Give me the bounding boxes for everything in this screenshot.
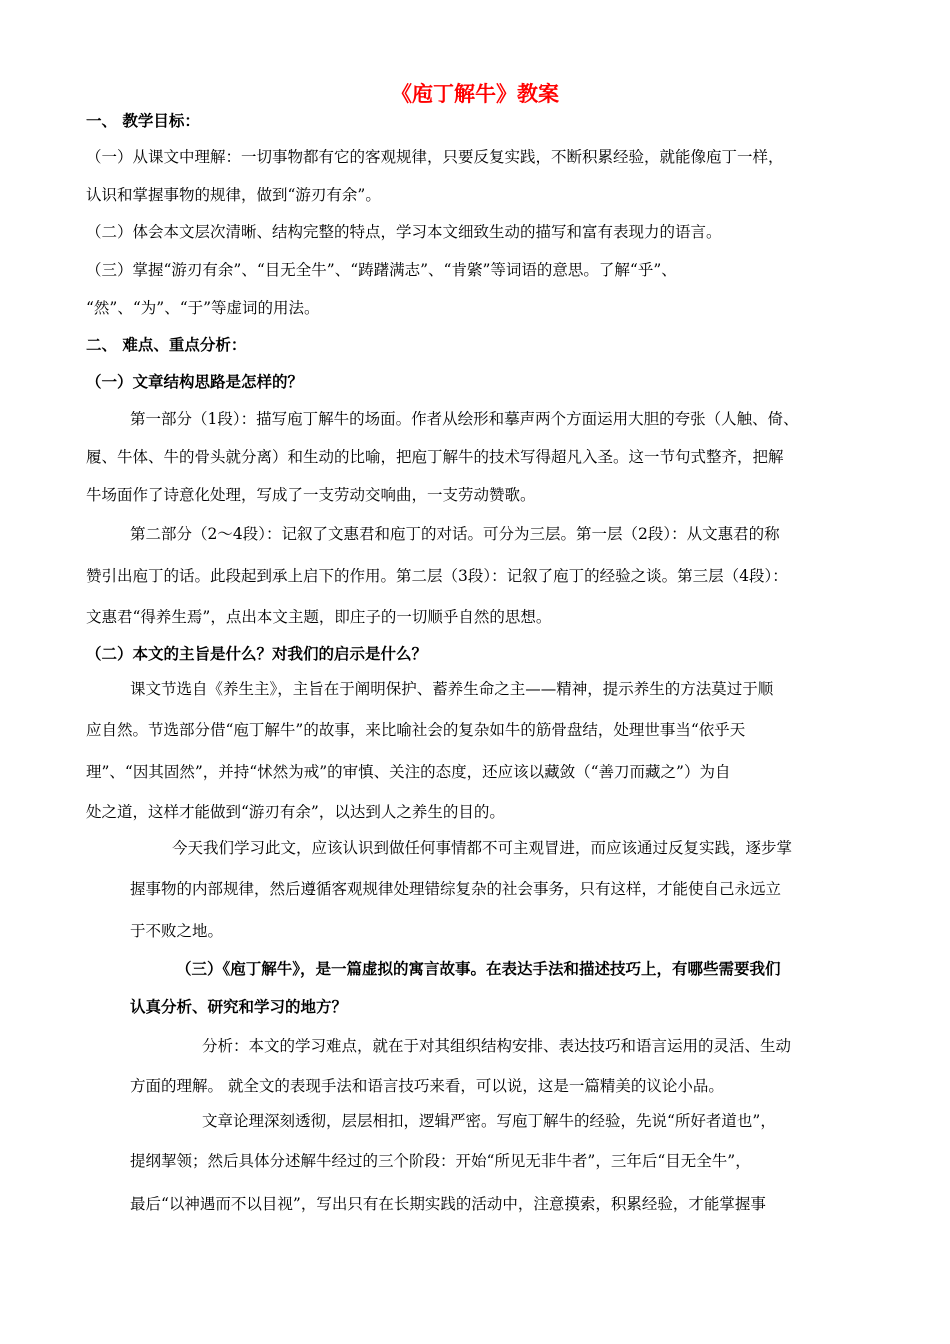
- body-line: （二）体会本文层次清晰、结构完整的特点，学习本文细致生动的描写和富有表现力的语言。: [86, 223, 722, 241]
- body-line: 理”、“因其固然”，并持“怵然为戒”的审慎、关注的态度，还应该以藏敛（“善刀而藏之”）为自: [86, 763, 731, 781]
- body-line: （一）从课文中理解：一切事物都有它的客观规律，只要反复实践，不断积累经验，就能像庖丁一样，: [86, 148, 784, 166]
- body-line: （三）掌握“游刃有余”、“目无全牛”、“踌躇满志”、“肯綮”等词语的意思。了解“乎”、: [86, 261, 677, 279]
- body-line: 握事物的内部规律，然后遵循客观规律处理错综复杂的社会事务，只有这样，才能使自己永远立: [130, 880, 782, 898]
- body-line: 文章论理深刻透彻，层层相扣，逻辑严密。写庖丁解牛的经验，先说“所好者道也”，: [202, 1112, 776, 1130]
- body-line: 课文节选自《养生主》，主旨在于阐明保护、蓄养生命之主——精神，提示养生的方法莫过于顺: [130, 680, 774, 698]
- body-line: 分析：本文的学习难点，就在于对其组织结构安排、表达技巧和语言运用的灵活、生动: [202, 1037, 792, 1055]
- subheading-theme: （二）本文的主旨是什么？对我们的启示是什么？: [86, 644, 428, 663]
- subheading-structure: （一）文章结构思路是怎样的？: [86, 372, 304, 391]
- body-line: 第二部分（2～4段）：记叙了文惠君和庖丁的对话。可分为三层。第一层（2段）：从文惠君的称: [130, 525, 780, 543]
- body-line: 处之道，这样才能做到“游刃有余”，以达到人之养生的目的。: [86, 803, 505, 821]
- body-line: 牛场面作了诗意化处理，写成了一支劳动交响曲，一支劳动赞歌。: [86, 486, 536, 504]
- body-line: 第一部分（1段）：描写庖丁解牛的场面。作者从绘形和摹声两个方面运用大胆的夸张（人触、倚、: [130, 410, 799, 428]
- subheading-technique-cont: 认真分析、研究和学习的地方？: [130, 997, 348, 1016]
- subheading-technique: （三）《庖丁解牛》，是一篇虚拟的寓言故事。在表达手法和描述技巧上，有哪些需要我们: [176, 959, 781, 978]
- section-heading-goals: 一、 教学目标：: [86, 111, 200, 130]
- body-line: 认识和掌握事物的规律，做到“游刃有余”。: [86, 186, 381, 204]
- body-line: 提纲挈领；然后具体分述解牛经过的三个阶段：开始“所见无非牛者”，三年后“目无全牛”，: [130, 1152, 751, 1170]
- body-line: 应自然。节选部分借“庖丁解牛”的故事，来比喻社会的复杂如牛的筋骨盘结，处理世事当“依乎天: [86, 721, 746, 739]
- document-title: 《庖丁解牛》教案: [391, 81, 559, 106]
- body-line: 最后“以神遇而不以目视”，写出只有在长期实践的活动中，注意摸索，积累经验，才能掌握事: [130, 1195, 766, 1213]
- body-line: 赞引出庖丁的话。此段起到承上启下的作用。第二层（3段）：记叙了庖丁的经验之谈。第三层（4段）：: [86, 567, 788, 585]
- body-line: 方面的理解。 就全文的表现手法和语言技巧来看，可以说，这是一篇精美的议论小品。: [130, 1077, 724, 1095]
- section-heading-analysis: 二、 难点、重点分析：: [86, 335, 247, 354]
- body-line: 文惠君“得养生焉”，点出本文主题，即庄子的一切顺乎自然的思想。: [86, 608, 552, 626]
- body-line: 履、牛体、牛的骨头就分离）和生动的比喻，把庖丁解牛的技术写得超凡入圣。这一节句式整齐，把解: [86, 448, 784, 466]
- body-line: 今天我们学习此文，应该认识到做任何事情都不可主观冒进，而应该通过反复实践，逐步掌: [172, 839, 793, 857]
- body-line: 于不败之地。: [130, 922, 224, 940]
- body-line: “然”、“为”、“于”等虚词的用法。: [86, 299, 320, 317]
